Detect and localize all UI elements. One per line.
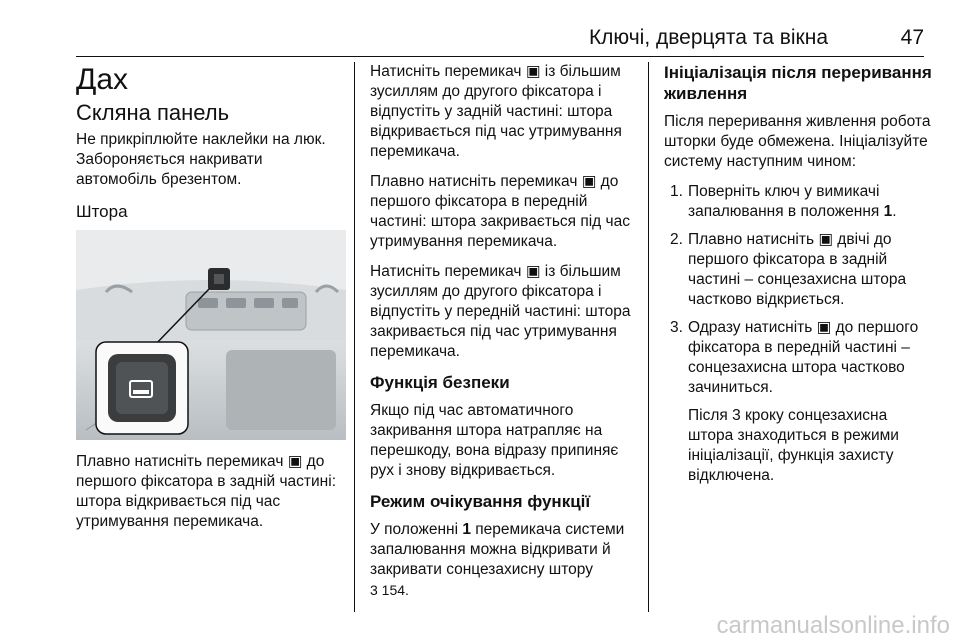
column-divider xyxy=(648,62,649,612)
column-1 xyxy=(76,62,346,542)
step-text-end: . xyxy=(892,203,897,220)
init-steps xyxy=(664,182,932,398)
blind-paragraph-1: Натисніть перемикач ▣ із більшим зусиллям до другого фіксатора і відпустіть у задній частині: штора відкривається під час утримування перемикача. xyxy=(370,63,622,160)
init-heading: Ініціалізація після переривання живлення xyxy=(664,63,932,103)
sunroof-switch-photo xyxy=(76,230,346,440)
step-text: Плавно натисніть ▣ двічі до першого фіксатора в задній частині – сонцезахисна штора частково відкриється. xyxy=(688,231,907,308)
switch-illustration xyxy=(76,230,346,440)
subsection-title: Скляна панель xyxy=(76,100,230,125)
header-title: Ключі, дверцята та вікна xyxy=(588,26,828,49)
blind-paragraph-2: Плавно натисніть перемикач ▣ до першого фіксатора в передній частині: штора закривається під час утримування перемикача. xyxy=(370,173,630,250)
standby-heading: Режим очікування функції xyxy=(370,492,591,511)
step-number: 2. xyxy=(670,231,683,248)
step-text: Одразу натисніть ▣ до першого фіксатора в передній частині – сонцезахисна штора частково зачиниться. xyxy=(688,319,919,396)
intro-paragraph: Не прикріплюйте наклейки на люк. Забороняється накривати автомобіль брезентом. xyxy=(76,131,326,188)
page-header xyxy=(76,26,924,57)
step-3-note: Після 3 кроку сонцезахисна штора знаходиться в режими ініціалізації, функція захисту відключена. xyxy=(688,407,899,484)
step-number: 3. xyxy=(670,319,683,336)
safety-heading: Функція безпеки xyxy=(370,373,510,392)
list-item xyxy=(664,182,932,222)
safety-paragraph: Якщо під час автоматичного закривання штора натрапляє на перешкоду, вона відразу припиняє рух і знову відкривається. xyxy=(370,402,619,479)
standby-paragraph xyxy=(370,520,636,601)
column-divider xyxy=(354,62,355,612)
step-bold: 1 xyxy=(883,203,893,220)
column-3 xyxy=(664,62,932,496)
list-item xyxy=(664,230,932,310)
page-number: 47 xyxy=(900,26,924,49)
page-reference: 3 154. xyxy=(370,582,409,598)
section-title: Дах xyxy=(76,63,129,96)
step-number: 1. xyxy=(670,183,683,200)
step-text: Поверніть ключ у вимикачі запалювання в положення xyxy=(688,183,884,220)
standby-text-b: перемикача системи запалювання можна відкривати й закривати сонцезахисну штору xyxy=(370,521,625,578)
standby-text-a: У положенні xyxy=(370,521,463,538)
init-paragraph: Після переривання живлення робота шторки буде обмежена. Ініціалізуйте систему наступним чином: xyxy=(664,113,931,170)
blind-open-paragraph: Плавно натисніть перемикач ▣ до першого фіксатора в задній частині: штора відкривається під час утримування перемикача. xyxy=(76,453,336,530)
blind-paragraph-3: Натисніть перемикач ▣ із більшим зусиллям до другого фіксатора і відпустіть у передній частині: штора закривається під час утримування перемикача. xyxy=(370,263,631,360)
standby-bold: 1 xyxy=(462,521,471,538)
list-item xyxy=(664,318,932,398)
blind-heading: Штора xyxy=(76,202,128,221)
column-2 xyxy=(370,62,636,611)
watermark: carmanualsonline.info xyxy=(716,612,950,639)
